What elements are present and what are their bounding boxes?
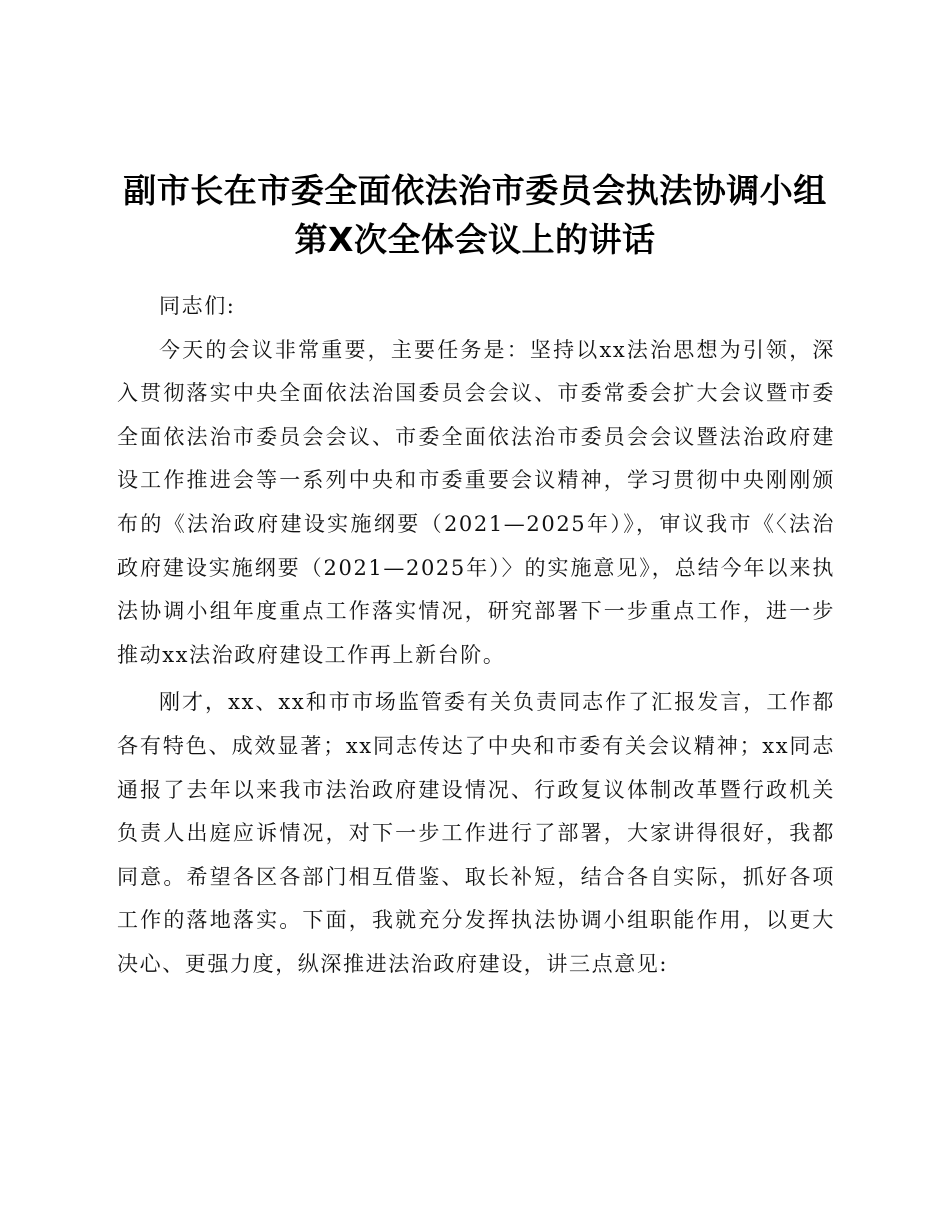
document-title xyxy=(100,166,850,264)
salutation-paragraph: 同志们: xyxy=(159,294,236,318)
title-line-2: 第X次全体会议上的讲话 xyxy=(294,220,656,259)
document-body xyxy=(117,285,835,987)
body-paragraph-1: 今天的会议非常重要，主要任务是：坚持以xx法治思想为引领，深入贯彻落实中央全面依法治国委员会会议、市委常委会扩大会议暨市委全面依法治市委员会会议、市委全面依法治市委员会会议暨法治政府建设工作推进会等一系列中央和市委重要会议精神，学习贯彻中央刚刚颁布的《法治政府建设实施纲要（2021—2025年）》，审议我市《〈法治政府建设实施纲要（2021—2025年）〉的实施意见》，总结今年以来执法协调小组年度重点工作落实情况，研究部署下一步重点工作，进一步推动xx法治政府建设工作再上新台阶。 xyxy=(117,337,835,667)
body-paragraph-2: 刚才，xx、xx和市市场监管委有关负责同志作了汇报发言，工作都各有特色、成效显著；xx同志传达了中央和市委有关会议精神；xx同志通报了去年以来我市法治政府建设情况、行政复议体制改革暨行政机关负责人出庭应诉情况，对下一步工作进行了部署，大家讲得很好，我都同意。希望各区各部门相互借鉴、取长补短，结合各自实际，抓好各项工作的落地落实。下面，我就充分发挥执法协调小组职能作用，以更大决心、更强力度，纵深推进法治政府建设，讲三点意见: xyxy=(117,690,835,976)
title-line-1: 副市长在市委全面依法治市委员会执法协调小组 xyxy=(123,171,827,210)
